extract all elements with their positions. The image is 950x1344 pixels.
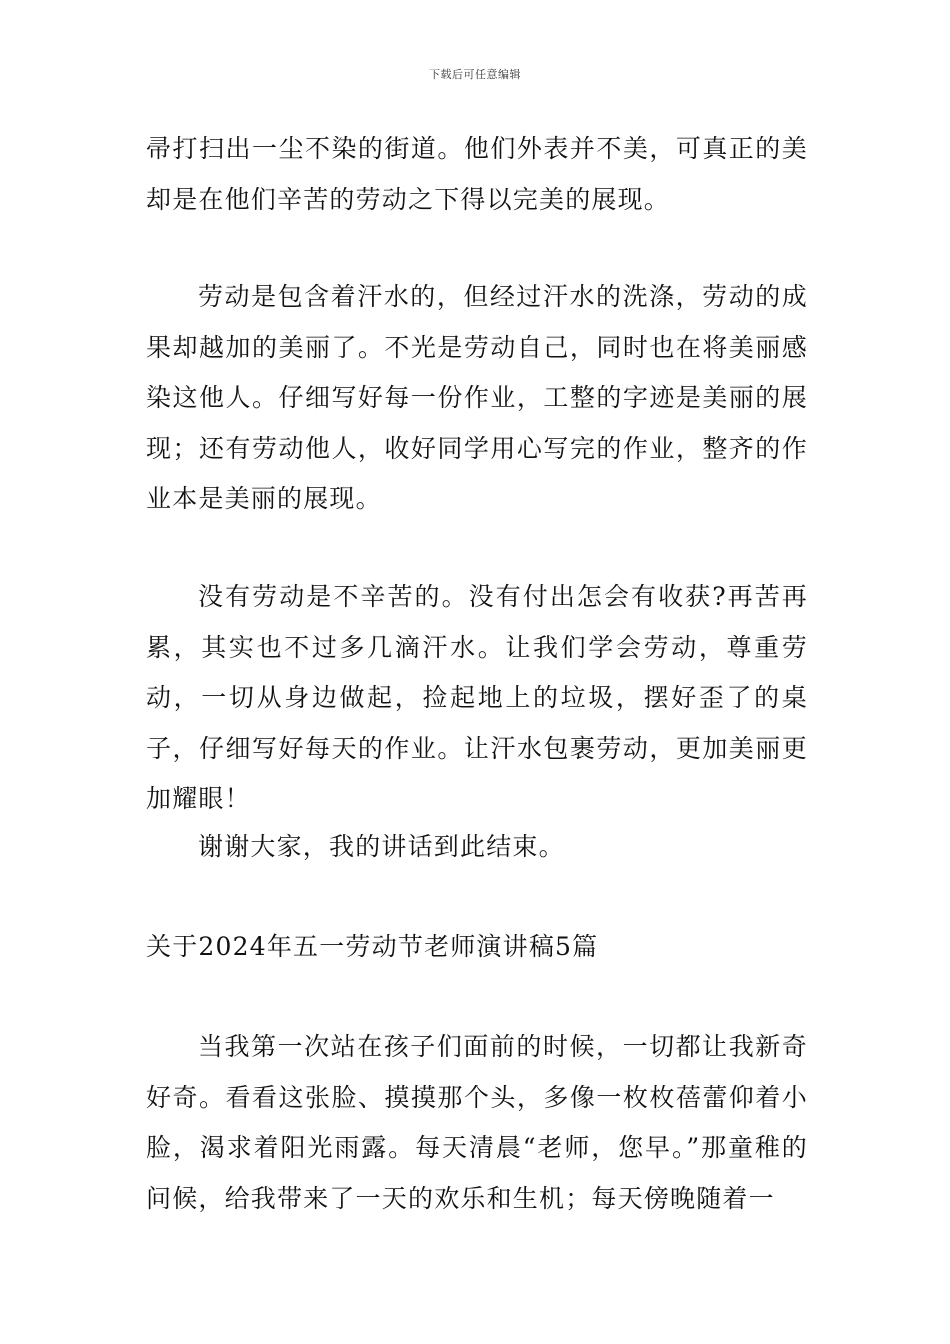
paragraph-labor-sweat: 劳动是包含着汗水的，但经过汗水的洗涤，劳动的成果却越加的美丽了。不光是劳动自己，同时也在将美丽感染这他人。仔细写好每一份作业，工整的字迹是美丽的展现；还有劳动他人，收好同学用心写完的作业，整齐的作业本是美丽的展现。 — [146, 282, 808, 513]
paragraph-continuation: 帚打扫出一尘不染的街道。他们外表并不美，可真正的美却是在他们辛苦的劳动之下得以完美的展现。 — [146, 134, 808, 214]
page-header-note: 下载后可任意编辑 — [429, 68, 521, 81]
section-title: 关于2024年五一劳动节老师演讲稿5篇 — [146, 932, 599, 961]
paragraph-no-pain: 没有劳动是不辛苦的。没有付出怎会有收获?再苦再累，其实也不过多几滴汗水。让我们学会劳动，尊重劳动，一切从身边做起，捡起地上的垃圾，摆好歪了的桌子，仔细写好每天的作业。让汗水包裹劳动，更加美丽更加耀眼！ — [146, 582, 808, 813]
paragraph-thanks: 谢谢大家，我的讲话到此结束。 — [198, 832, 565, 861]
paragraph-first-time: 当我第一次站在孩子们面前的时候，一切都让我新奇好奇。看看这张脸、摸摸那个头，多像一枚枚蓓蕾仰着小脸，渴求着阳光雨露。每天清晨“老师，您早。”那童稚的问候，给我带来了一天的欢乐和生机；每天傍晚随着一 — [146, 1032, 808, 1213]
